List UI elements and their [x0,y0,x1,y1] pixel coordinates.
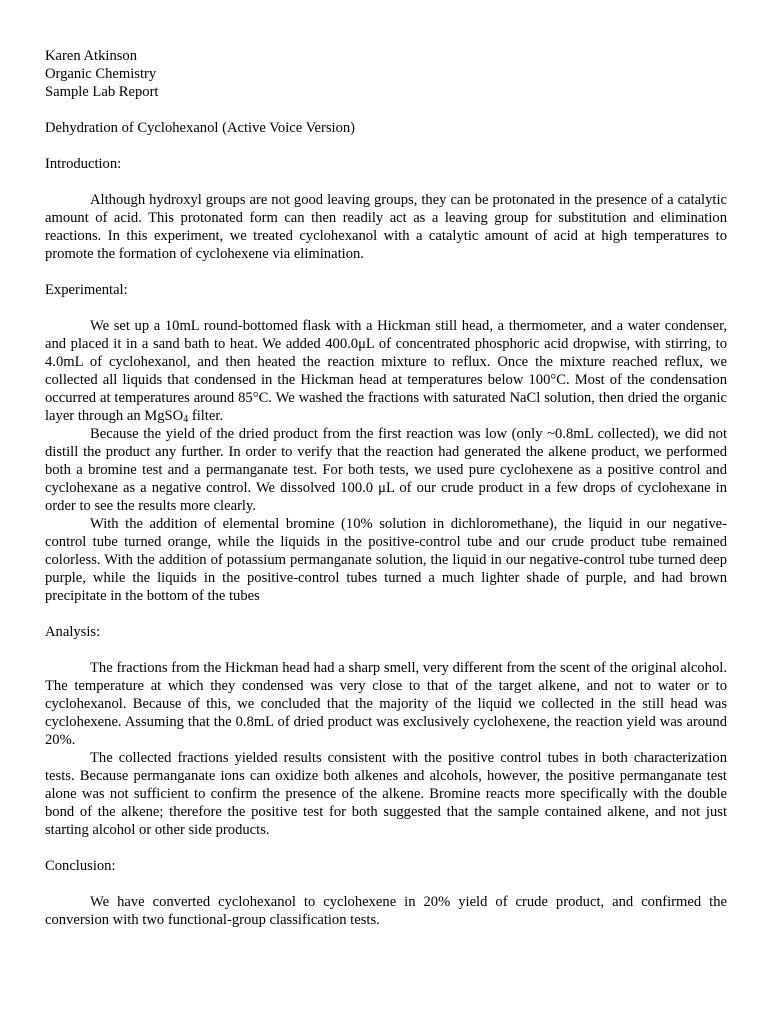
mgso4-subscript: 4 [183,414,189,425]
experimental-paragraph-1 [45,317,727,425]
experimental-paragraph-3: With the addition of elemental bromine (10% solution in dichloromethane), the liquid in our negative-control tube turned orange, while the liquids in the positive-control tube and our crude product tube remained colorless. With the addition of potassium permanganate solution, the liquid in our negative-control tube turned deep purple, while the liquids in the positive-control tubes turned a much lighter shade of purple, and had brown precipitate in the bottom of the tubes [45,516,727,604]
experimental-paragraph-1-end: filter. [188,408,224,424]
report-title: Dehydration of Cyclohexanol (Active Voice Version) [45,120,356,136]
course-name: Organic Chemistry [45,66,157,82]
conclusion-paragraph: We have converted cyclohexanol to cyclohexene in 20% yield of crude product, and confirmed the conversion with two functional-group classification tests. [45,894,727,928]
analysis-paragraph-1: The fractions from the Hickman head had a sharp smell, very different from the scent of the original alcohol. The temperature at which they condensed was very close to that of the target alkene, and not to water or to cyclohexanol. Because of this, we concluded that the majority of the liquid we collected in the still head was cyclohexene. Assuming that the 0.8mL of dried product was exclusively cyclohexene, the reaction yield was around 20%. [45,660,727,748]
introduction-paragraph: Although hydroxyl groups are not good leaving groups, they can be protonated in the presence of a catalytic amount of acid. This protonated form can then readily act as a leaving group for substitution and elimination reactions. In this experiment, we treated cyclohexanol with a catalytic amount of acid at high temperatures to promote the formation of cyclohexene via elimination. [45,192,727,262]
experimental-paragraph-2: Because the yield of the dried product from the first reaction was low (only ~0.8mL collected), we did not distill the product any further. In order to verify that the reaction had generated the alkene product, we performed both a bromine test and a permanganate test. For both tests, we used pure cyclohexene as a positive control and cyclohexane as a negative control. We dissolved 100.0 μL of our crude product in a few drops of cyclohexane in order to see the results more clearly. [45,426,727,514]
document-body [45,47,727,929]
experimental-heading: Experimental: [45,282,128,298]
analysis-paragraph-2: The collected fractions yielded results consistent with the positive control tubes in both characterization tests. Because permanganate ions can oxidize both alkenes and alcohols, however, the positive permanganate test alone was not sufficient to confirm the presence of the alkene. Bromine reacts more specifically with the double bond of the alkene; therefore the positive test for both suggested that the sample contained alkene, and not just starting alcohol or other side products. [45,750,727,838]
conclusion-heading: Conclusion: [45,858,116,874]
author-name: Karen Atkinson [45,48,138,64]
experimental-paragraph-1-text: We set up a 10mL round-bottomed flask with a Hickman still head, a thermometer, and a water condenser, and placed it in a sand bath to heat. We added 400.0μL of concentrated phosphoric acid dropwise, with stirring, to 4.0mL of cyclohexanol, and then heated the reaction mixture to reflux. Once the mixture reached reflux, we collected all liquids that condensed in the Hickman head at temperatures below 100°C. Most of the condensation occurred at temperatures around 85°C. We washed the fractions with saturated NaCl solution, then dried the organic layer through an MgSO [45,318,727,424]
analysis-heading: Analysis: [45,624,101,640]
document-type: Sample Lab Report [45,84,159,100]
introduction-heading: Introduction: [45,156,122,172]
